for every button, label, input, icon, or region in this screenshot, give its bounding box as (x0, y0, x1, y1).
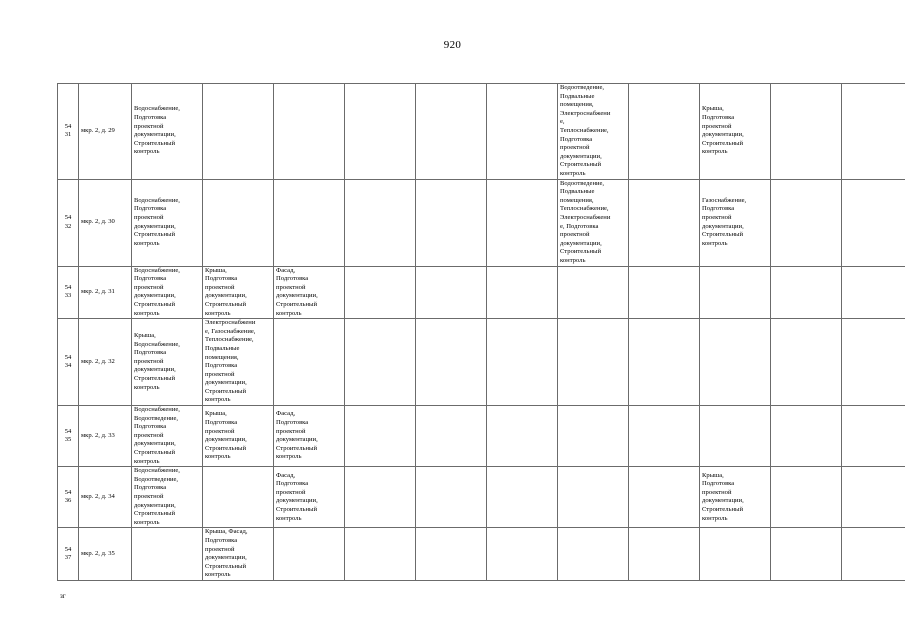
row-code: 54 31 (58, 84, 79, 180)
work-cell (558, 266, 629, 319)
work-cell (771, 406, 842, 467)
work-cell: Крыша, Подготовка проектной документации, Строительный контроль (700, 84, 771, 180)
row-code: 54 32 (58, 179, 79, 266)
work-cell (842, 319, 905, 406)
work-cell (771, 528, 842, 581)
work-cell: Газоснабжение, Подготовка проектной документации, Строительный контроль (700, 179, 771, 266)
work-cell: Фасад, Подготовка проектной документации, Строительный контроль (274, 406, 345, 467)
work-cell (416, 319, 487, 406)
work-cell (487, 319, 558, 406)
work-cell (629, 467, 700, 528)
work-cell (629, 84, 700, 180)
work-cell (700, 319, 771, 406)
table-row (58, 266, 905, 319)
work-cell (629, 179, 700, 266)
work-cell: Крыша, Водоснабжение, Подготовка проектной документации, Строительный контроль (132, 319, 203, 406)
work-cell (842, 84, 905, 180)
work-cell (629, 528, 700, 581)
work-cell (487, 528, 558, 581)
work-cell (345, 266, 416, 319)
table-row (58, 406, 905, 467)
row-code: 54 33 (58, 266, 79, 319)
work-cell (345, 84, 416, 180)
work-cell (203, 179, 274, 266)
work-cell (771, 179, 842, 266)
work-cell (558, 319, 629, 406)
work-cell (416, 179, 487, 266)
work-cell (274, 179, 345, 266)
work-cell (487, 84, 558, 180)
work-cell: Водоснабжение, Водоотведение, Подготовка проектной документации, Строительный контроль (132, 467, 203, 528)
work-cell (132, 528, 203, 581)
work-cell (487, 266, 558, 319)
work-cell (629, 266, 700, 319)
work-cell (416, 266, 487, 319)
work-cell: Крыша, Подготовка проектной документации, Строительный контроль (203, 266, 274, 319)
address-cell: мкр. 2, д. 29 (79, 84, 132, 180)
work-cell (629, 406, 700, 467)
work-cell: Водоснабжение, Подготовка проектной документации, Строительный контроль (132, 179, 203, 266)
work-cell: Водоснабжение, Водоотведение, Подготовка проектной документации, Строительный контроль (132, 406, 203, 467)
work-cell: Фасад, Подготовка проектной документации, Строительный контроль (274, 467, 345, 528)
work-cell (629, 319, 700, 406)
work-cell (487, 179, 558, 266)
works-schedule-table (57, 83, 905, 581)
table-row (58, 467, 905, 528)
work-cell: Фасад, Подготовка проектной документации, Строительный контроль (274, 266, 345, 319)
work-cell (771, 467, 842, 528)
table-row (58, 528, 905, 581)
address-cell: мкр. 2, д. 30 (79, 179, 132, 266)
work-cell (416, 84, 487, 180)
work-cell (416, 528, 487, 581)
work-cell (771, 266, 842, 319)
work-cell (700, 528, 771, 581)
work-cell (558, 406, 629, 467)
work-cell (274, 319, 345, 406)
work-cell (842, 406, 905, 467)
address-cell: мкр. 2, д. 33 (79, 406, 132, 467)
address-cell: мкр. 2, д. 35 (79, 528, 132, 581)
work-cell (274, 84, 345, 180)
work-cell (771, 84, 842, 180)
work-cell: Водоотведение, Подвальные помещения, Теплоснабжение, Электроснабжени е, Подготовка проектной документации, Строительный контроль (558, 179, 629, 266)
address-cell: мкр. 2, д. 31 (79, 266, 132, 319)
work-cell: Водоснабжение, Подготовка проектной документации, Строительный контроль (132, 266, 203, 319)
address-cell: мкр. 2, д. 34 (79, 467, 132, 528)
work-cell (274, 528, 345, 581)
work-cell: Крыша, Подготовка проектной документации, Строительный контроль (700, 467, 771, 528)
page-number: 920 (443, 39, 462, 51)
work-cell (700, 266, 771, 319)
footer-mark: зг (60, 592, 66, 600)
address-cell: мкр. 2, д. 32 (79, 319, 132, 406)
work-cell (416, 467, 487, 528)
work-cell (842, 528, 905, 581)
work-cell (700, 406, 771, 467)
work-cell: Крыша, Подготовка проектной документации, Строительный контроль (203, 406, 274, 467)
work-cell (558, 467, 629, 528)
row-code: 54 36 (58, 467, 79, 528)
work-cell (487, 467, 558, 528)
work-cell (345, 319, 416, 406)
work-cell (345, 179, 416, 266)
work-cell: Электроснабжени е, Газоснабжение, Теплоснабжение, Подвальные помещения, Подготовка проектной документации, Строительный контроль (203, 319, 274, 406)
work-cell (203, 467, 274, 528)
row-code: 54 37 (58, 528, 79, 581)
work-cell (558, 528, 629, 581)
work-cell (416, 406, 487, 467)
row-code: 54 34 (58, 319, 79, 406)
work-cell: Водоснабжение, Подготовка проектной документации, Строительный контроль (132, 84, 203, 180)
table-row (58, 319, 905, 406)
work-cell: Крыша, Фасад, Подготовка проектной документации, Строительный контроль (203, 528, 274, 581)
work-cell (345, 528, 416, 581)
work-cell: Водоотведение, Подвальные помещения, Электроснабжени е, Теплоснабжение, Подготовка проектной документации, Строительный контроль (558, 84, 629, 180)
work-cell (345, 406, 416, 467)
work-cell (842, 467, 905, 528)
work-cell (487, 406, 558, 467)
row-code: 54 35 (58, 406, 79, 467)
work-cell (771, 319, 842, 406)
table-row (58, 179, 905, 266)
work-cell (345, 467, 416, 528)
work-cell (203, 84, 274, 180)
work-cell (842, 179, 905, 266)
work-cell (842, 266, 905, 319)
table-row (58, 84, 905, 180)
